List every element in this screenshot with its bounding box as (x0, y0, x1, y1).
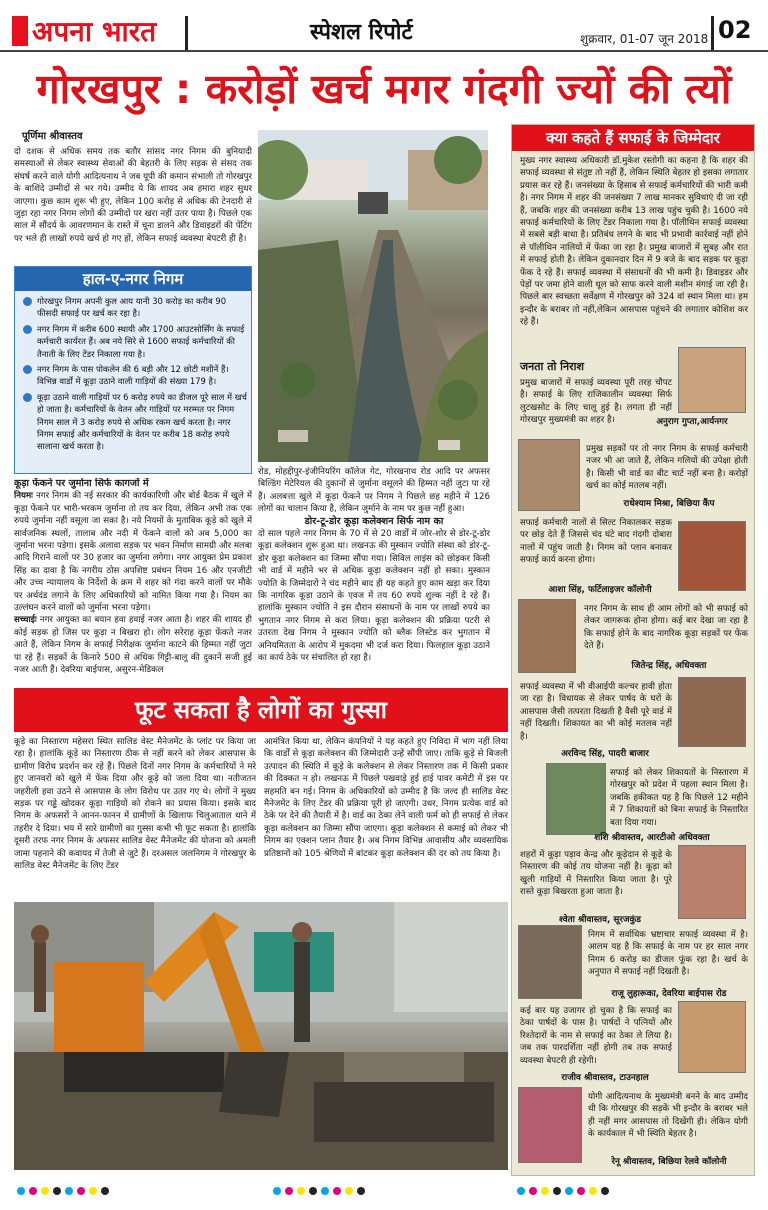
sidebar-panel (511, 124, 755, 1176)
story-banner: फूट सकता है लोगों का गुस्सा (14, 688, 508, 732)
photo-excavator-illustration (14, 902, 508, 1170)
masthead-logo: अपना भारत (32, 15, 157, 48)
quote-text: सफाई कर्मचारी नालों से सिल्ट निकालकर सड़क पर छोड़ देते हैं जिससे चंद घंटे बाद गंदगी दोबारा नालों में पहुंच जाती है। निगम को प्लान बनाकर सफाई कार्य करना होगा। (520, 518, 672, 566)
person-photo (518, 925, 582, 999)
bullet-icon (23, 393, 32, 402)
quote-text: नगर निगम के साथ ही आम लोगों को भी सफाई को लेकर जागरूक होना होगा। कई बार देखा जा रहा है कि सफाई होने के बाद नागरिक कूड़ा सड़कों पर फेंक देते हैं। (584, 604, 748, 652)
person-photo (518, 1087, 582, 1163)
bottom-story-col2: आमंत्रित किया था, लेकिन कंपनियों ने यह कहते हुए निविदा में भाग नहीं लिया कि वार्डों से कूड़ा कलेक्शन की जिम्मेदारी उन्हें सौंपी जाए। ताकि कूड़े से बिजली उत्पादन की स्थिति में कूड़े के कलेक्शन से लेकर निस्तारण तक में किसी प्रकार की दिक्कत न हो। लखनऊ में पिछले पखवाड़े हुई हाई पावर कमेटी में इस पर सहमति बन गई। निगम के अधिकारियों को उम्मीद है कि जल्द ही सालिड वेस्ट मैनेजमेंट के लिए टेंडर की प्रक्रिया पूरी हो जाएगी। उधर, निगम प्रत्येक वार्ड को ठेके पर देने की तैयारी में है। वार्ड का ठेका लेने वाली फर्म को ही सफाई से लेकर कूड़ा कलेक्शन का जिम्मा सौंपा जाएगा। कूड़ा कलेक्शन से कमाई को लेकर भी निगम का एक्शन प्लान तैयार है। अब निगम विभिन्न आवासीय और व्यवसायिक प्रतिष्ठानों को 105 श्रेणियों में बांटकर कूड़ा कलेक्शन की दर को तय किया है। (264, 737, 508, 859)
photo-excavator (14, 902, 508, 1170)
registration-dot (297, 1187, 305, 1195)
registration-dot (29, 1187, 37, 1195)
quote-text: योगी आदित्यनाथ के मुख्यमंत्री बनने के बाद उम्मीद थी कि गोरखपुर की सड़कें भी इन्दौर के बराबर भले ही नहीं मगर आसपास तो दिखेंगी ही। लेकिन योगी के कार्यकाल में भी स्थिति बेहतर है। (588, 1092, 748, 1140)
quote-text: निगम में सर्वाधिक भ्रष्टाचार सफाई व्यवस्था में है। आलम यह है कि सफाई के नाम पर हर साल नगर निगम 6 करोड़ का डीजल फूंक रहा है। खर्च के अनुपात में सफाई नहीं दिखती है। (588, 930, 748, 978)
registration-dot (101, 1187, 109, 1195)
registration-dot (529, 1187, 537, 1195)
section-name: स्पेशल रिपोर्ट (310, 20, 413, 45)
middle-story-intro: रोड, मोहद्दीपुर-इंजीनियरिंग कॉलेज गेट, गोरखनाथ रोड आदि पर अफसर बिल्डिंग मेटेरियल की दुकानों से जुर्माना वसूलने की हिम्मत नहीं जुटा पा रहे हैं। अलबत्ता खुले में कूड़ा फेंकने पर निगम ने पिछले छह महीने में 126 लोगों का चालान किया है, लेकिन जुर्माने के नाम पर कुछ नहीं हुआ। (258, 467, 490, 515)
issue-date: शुक्रवार, 01-07 जून 2018 (580, 32, 709, 46)
quote-name: राजू लुहारूका, देवरिया बाईपास रोड (611, 989, 727, 999)
header-divider (711, 16, 714, 50)
registration-dot (601, 1187, 609, 1195)
registration-dot (321, 1187, 329, 1195)
photo-garbage-street (258, 130, 488, 462)
sidebar-title: क्या कहते हैं सफाई के जिम्मेदार (512, 125, 754, 151)
person-photo (678, 845, 746, 919)
quote-name: श्वेता श्रीवास्तव, सूरजकुंड (559, 915, 641, 925)
print-registration-dots (16, 1186, 756, 1196)
nagar-nigam-title: हाल-ए-नगर निगम (15, 267, 251, 291)
middle-story (258, 466, 490, 684)
quote-text: प्रमुख सड़कों पर तो नगर निगम के सफाई कर्मचारी नजर भी आ जाते हैं, लेकिन गलियों की उपेक्षा होती है। किसी भी वार्ड का बीट चार्ट नहीं बना है। करोड़ों खर्च का कोई मतलब नहीं। (586, 444, 748, 492)
quote-name: रेनू श्रीवास्तव, बिछिया रेलवे कॉलोनी (611, 1157, 727, 1167)
registration-dot (357, 1187, 365, 1195)
registration-dot (517, 1187, 525, 1195)
left-story-reality: सच्चाईः नगर आयुक्त का बयान हवा हवाई नजर आता है। शहर की शायद ही कोई सड़क हो जिस पर कूड़ा न बिखरा हो। लोग सरेराह कूड़ा फेंकते नजर आते हैं, लेकिन निगम के सफाई निरीक्षक जुर्माना काटने की हिम्मत नहीं जुटा पा रहे हैं। सड़कों के किनारे 500 से अधिक गिट्टी-बालू की दुकानें सजी हुई नजर आती हैं। देवरिया बाईपास, असुरन-मेडिकल (14, 615, 252, 676)
registration-dot (345, 1187, 353, 1195)
registration-dot (565, 1187, 573, 1195)
quote-text: शहरों में कूड़ा पड़ाव केन्द्र और कूड़ेदान से कूड़े के निस्तारण की कोई तय योजना नहीं है। कूड़ा को खुली गाड़ियों में निस्तारित किया जाता है। पूरे रास्ते कूड़ा बिखरता हुआ जाता है। (520, 850, 672, 898)
registration-dot (273, 1187, 281, 1195)
left-story-rule: नियमः नगर निगम की नई सरकार की कार्यकारिणी और बोर्ड बैठक में खुले में कूड़ा फेंकने पर भारी-भरकम जुर्माना तो तय कर दिया, लेकिन अभी तक एक रुपये जुर्माना नहीं वसूला जा सका है। नये नियमों के मुताबिक कूड़े को खुले में सार्वजनिक स्थलों, तालाब और नदी में फेंकने वालों को अब 5,000 का जुर्माना भरना पड़ेगा। इसके अलावा सड़क पर भवन निर्माण सामग्री और मलबा आदि गिराने वालों पर 30 हजार का जुर्माना लगेगा। नगर आयुक्त प्रेम प्रकाश सिंह का दावा है कि नगरीय ठोस अपशिष्ट प्रबंधन नियम 16 और एनजीटी और उच्च न्यायालय के निर्देशों के क्रम में शहर को गंदा करने वालों पर मौके पर अर्थदंड लगाने के लिए अधिकारियों को नामित किया गया है। नियम का उल्लंघन करने वालों को जुर्माना भरना पड़ेगा। (14, 491, 252, 614)
bottom-story-col1: कूड़े का निस्तारण महेसरा स्थित सालिड वेस्ट मैनेजमेंट के प्लांट पर किया जा रहा है। हालांकि कूड़े का निस्तारण ठीक से नहीं करने को लेकर आसपास के ग्रामीण विरोध प्रदर्शन कर रहे हैं। पिछले दिनों नगर निगम के कर्मचारियों ने मरे हुए जानवरों को खुले में फेंक दिया और कूड़े को जला दिया था। नतीजतन जहरीली हवा उठने से आसपास के लोग विरोध पर उतर गए थे। लोगों ने मुख्य सड़क पर गड्ढे खोदकर कूड़ा गाड़ियों को रोकने का प्रयास किया। इसके बाद निगम के अफसरों ने आनन-फानन में ग्रामीणों के खिलाफ चिलुआताल थाने में तहरीर दे दिया। भय में सारे ग्रामीणों का गुस्सा कभी भी फूट सकता है। हालांकि दूसरी तरफ नगर निगम के अफसर सालिड वेस्ट मैनेजमेंट की योजना को अमली जामा पहनाने की कवायद में तेजी से जुटे हैं। दरअसल जलनिगम ने गोरखपुर के सालिड वेस्ट मैनेजमेंट के लिए टेंडर (14, 737, 256, 872)
quote-name: जितेन्द्र सिंह, अधिवक्ता (631, 661, 707, 671)
nagar-nigam-list (23, 295, 247, 456)
registration-dot (577, 1187, 585, 1195)
registration-dot (541, 1187, 549, 1195)
registration-dot (333, 1187, 341, 1195)
middle-story-body: दो साल पहले नगर निगम के 70 में से 20 वार्डों में जोर-शोर से डोर-टू-डोर कूड़ा कलेक्शन शुरू हुआ था। लखनऊ की मुस्कान ज्योति संस्था को डोर-टू-डोर कूड़ा कलेक्शन का जिम्मा सौंपा गया। सिविल लाइंस को छोड़कर किसी भी वार्ड में महीने भर से अधिक कूड़ा कलेक्शन नहीं हो सका। मुस्कान ज्योति के जिम्मेदारों ने चंद महीने बाद ही यह कहते हुए काम खड़ा कर दिया कि नागरिक कूड़ा उठाने के एवज में तय 60 रुपये शुल्क नहीं दे रहे हैं। हालांकि मुस्कान ज्योति ने इस दौरान संसाधनों के नाम पर लाखों रुपये का भुगतान नगर निगम से करा लिया। कूड़ा कलेक्शन की प्रक्रिया पटरी से उतरता देख निगम ने मुस्कान ज्योति को ब्लैक लिस्टेड कर भुगतान में अनियमितता के आरोप में मुकदमा भी दर्ज करा दिया। फिलहाल कूड़ा उठाने का कार्य ठेके पर संचालित हो रहा है। (258, 529, 490, 664)
byline: पूर्णिमा श्रीवास्तव (22, 131, 83, 142)
list-item: गोरखपुर निगम अपनी कुल आय यानी 30 करोड़ का करीब 90 फीसदी सफाई पर खर्च कर रहा है। (23, 295, 247, 320)
page-number: 02 (718, 16, 752, 44)
quote-text: कई बार यह उजागर हो चुका है कि सफाई का ठेका पार्षदों के पास है। पार्षदों ने पत्नियों और रिश्तेदारों के नाम से सफाई का ठेका ले लिया है। जब तक पारदर्शिता नहीं होगी तब तक सफाई व्यवस्था बेपटरी ही रहेगी। (520, 1006, 672, 1066)
public-heading: जनता तो निराश (520, 360, 584, 373)
registration-dot (89, 1187, 97, 1195)
list-item: नगर निगम में करीब 600 स्थायी और 1700 आउटसोर्सिंग के सफाई कर्मचारी कार्यरत हैं। अब नये सिरे से 1600 सफाई कर्मचारियों की तैनाती के लिए टेंडर निकाला गया है। (23, 323, 247, 360)
intro-paragraph: दो दशक से अधिक समय तक बतौर सांसद नगर निगम की बुनियादी समस्याओं से लेकर स्वास्थ्य सेवाओं की बेहतरी के लिए सड़क से संसद तक संघर्ष करने वाले योगी आदित्यनाथ ने जब यूपी की कमान संभाली तो गोरखपुर के बाशिंदे उम्मीदों से भर गये। उम्मीद ये कि शायद अब हमारा शहर सुधर जाएगा। कुछ काम शुरू भी हुए, लेकिन 100 करोड़ से अधिक की टेनदारी से जुड़ा रहा नगर निगम लोगों की उम्मीदों पर खरा नहीं उतर पाया है। पिछले एक साल में सौंदर्य के आवरणमान के रास्ते में चूना डालने और डिवाइडरों की पेंटिंग पर भले ही लाखों रुपये खर्च हो गए हों, लेकिन सफाई व्यवस्था बेपटरी ही है। (14, 147, 252, 244)
registration-dot (17, 1187, 25, 1195)
registration-dot (309, 1187, 317, 1195)
registration-dot (553, 1187, 561, 1195)
list-item: नगर निगम के पास पोकलेन की 6 बड़ी और 12 छोटी मशीनें हैं। विभिन्न वार्डों में कूड़ा उठाने वाली गाड़ियों की संख्या 179 है। (23, 363, 247, 388)
header-rule (0, 50, 768, 52)
quote-name: अनुराग गुप्ता,आर्यनगर (656, 417, 728, 427)
quote-name: अरविन्द सिंह, पादरी बाजार (561, 749, 649, 759)
registration-dot (285, 1187, 293, 1195)
left-story (14, 478, 252, 684)
bullet-icon (23, 325, 32, 334)
nagar-nigam-box (14, 266, 252, 474)
photo-garbage-street-illustration (258, 130, 488, 462)
quote-name: राजीव श्रीवास्तव, टाउनहाल (561, 1073, 649, 1083)
list-item: कूड़ा उठाने वाली गाड़ियों पर 6 करोड़ रुपये का डीजल पूरे साल में खर्च हो जाता है। कर्मचारियों के वेतन और गाड़ियों पर मरम्मत पर निगम निगम साल में 3 करोड़ रुपये से अधिक रकम खर्च करता है। नगर निगम सफाई और कर्मचारियों के वेतन पर करीब 18 करोड़ रुपये सालाना खर्च करता है। (23, 391, 247, 453)
logo-red-block (12, 16, 28, 46)
person-photo (678, 347, 746, 413)
person-photo (678, 1001, 746, 1073)
registration-dot (77, 1187, 85, 1195)
header-divider (185, 16, 188, 50)
person-photo (678, 677, 746, 747)
quote-text: सफाई व्यवस्था में भी वीआईपी कल्चर हावी होता जा रहा है। विधायक से लेकर पार्षद के घरों के आसपास जैसी तत्परता दिखती है वैसी पूरे वार्ड में नहीं दिखती। शिकायत का भी कोई मतलब नहीं है। (520, 682, 672, 742)
registration-dot (53, 1187, 61, 1195)
registration-dot (65, 1187, 73, 1195)
person-photo (518, 439, 580, 511)
registration-dot (41, 1187, 49, 1195)
person-photo (518, 599, 576, 673)
middle-story-heading: डोर-टू-डोर कूड़ा कलेक्शन सिर्फ नाम का (304, 515, 444, 527)
quote-name: आशा सिंह, फर्टिलाइजर कॉलोनी (548, 585, 652, 595)
quote-text: सफाई को लेकर शिकायतों के निस्तारण में गोरखपुर को प्रदेश में पहला स्थान मिला है। जबकि हकीकत यह है कि पिछले 12 महीने में 7 शिकायतों को बिना सफाई के निस्तारित बता दिया गया। (610, 768, 748, 828)
bullet-icon (23, 365, 32, 374)
bullet-icon (23, 297, 32, 306)
quote-name: राधेश्याम मिश्रा, बिछिया कैंप (623, 499, 715, 509)
quote-text: प्रमुख बाजारों में सफाई व्यवस्था पूरी तरह चौपट है। सफाई के लिए राजिकालीन व्यवस्था सिर्फ लुटखसोट के लिए चालू हुई है। लगता ही नहीं गोरखपुर मुख्यमंत्री का शहर है। (520, 378, 672, 426)
left-story-heading: कूड़ा फेंकने पर जुर्माना सिर्फ कागजों में (14, 478, 149, 489)
person-photo (546, 763, 606, 835)
quote-name: शशि श्रीवास्तव, आरटीओ अधिवक्ता (594, 833, 710, 843)
person-photo (678, 521, 746, 591)
registration-dot (589, 1187, 597, 1195)
page-headline: गोरखपुर : करोड़ों खर्च मगर गंदगी ज्यों की त्यों (36, 65, 732, 113)
sidebar-lead: मुख्य नगर स्वास्थ्य अधिकारी डॉ.मुकेश रस्तोगी का कहना है कि शहर की सफाई व्यवस्था से संतुष्ट तो नहीं हैं, लेकिन स्थिति बेहतर हो इसका लगातार प्रयास कर रहे हैं। जनसंख्या के हिसाब से सफाई कर्मचारियों की भारी कमी है। नगर निगम में शहर की जनसंख्या 7 लाख मानकर सुविधाएं दी जा रही हैं, जबकि शहर की जनसंख्या करीब 13 लाख पहुंच चुकी है। 1600 नये सफाई कर्मचारियों के लिए टेंडर निकाला गया है। पॉलीथिन सफाई व्यवस्था में सबसे बड़ी बाधा है। प्रतिबंध लगने के बाद भी प्रभावी कार्रवाई नहीं होने से पॉलीथिन नालियों में फेंका जा रहा है। प्रमुख बाजारों में सुबह और रात में सफाई होती है। लेकिन दुकानदार दिन में 9 बजे के बाद सड़क पर कूड़ा फेंक दे रहे हैं। सफाई व्यवस्था में संसाधनों की भी कमी है। डिवाइडर और पेड़ों पर जमा होने वाली धूल को साफ करने वाली मशीन मंगाई जा रही है। पिछले बार स्वच्छता सर्वेक्षण में गोरखपुर को 324 वां स्थान मिला था। हम इन्दौर के बराबर तो नहीं,लेकिन आसपास पहुंचने की लगातार कोशिश कर रहे हैं। (520, 156, 748, 328)
